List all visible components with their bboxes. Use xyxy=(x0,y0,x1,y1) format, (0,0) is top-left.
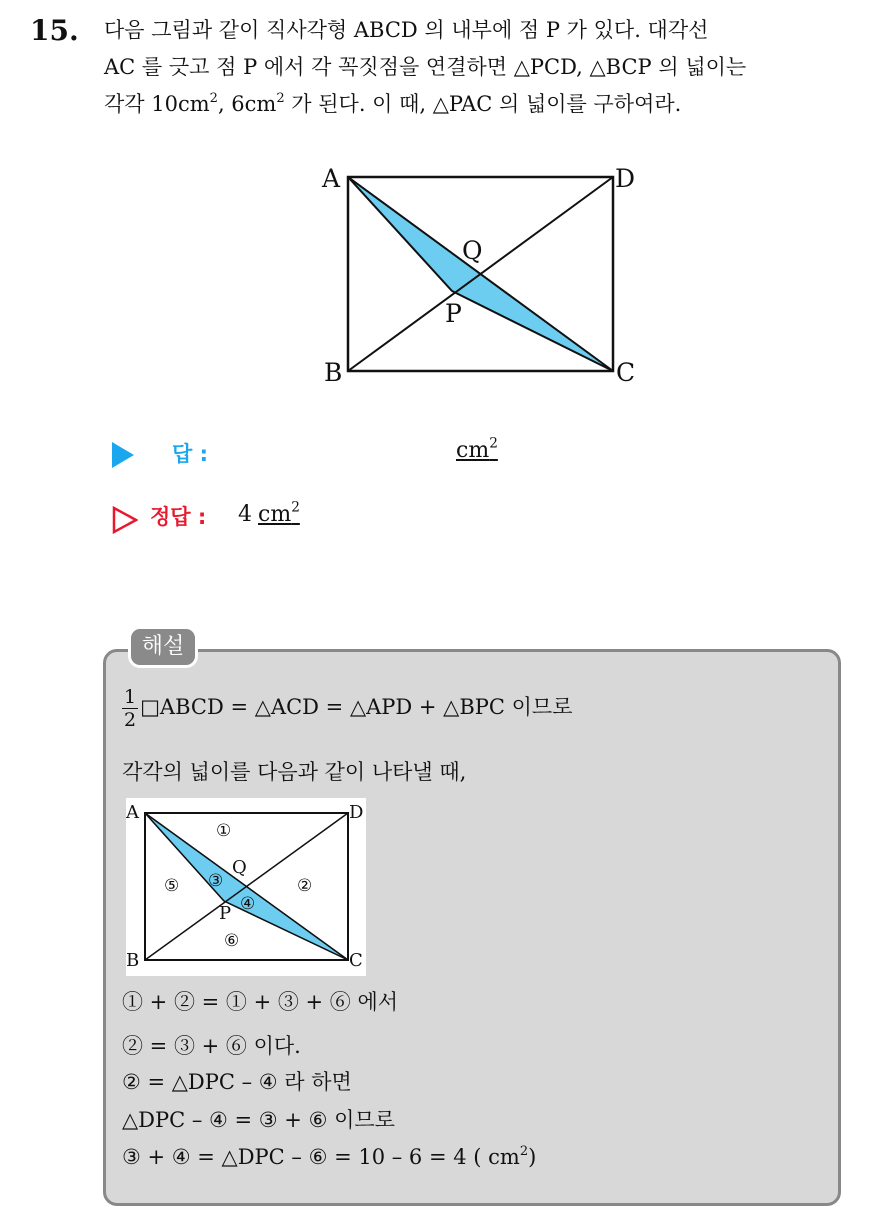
region-label-1: ① xyxy=(216,821,232,841)
region-figure xyxy=(126,798,366,976)
fraction-half: $\frac{1}{2}$ xyxy=(124,686,137,731)
question-line: AC 를 긋고 점 P 에서 각 꼭짓점을 연결하면 △PCD, △BCP 의 넓이는 xyxy=(104,55,747,79)
vertex-label-c: C xyxy=(349,950,363,971)
solution-step: ③ + ④ = △DPC – ⑥ = 10 – 6 = 4 ( $cm^2$) xyxy=(122,1143,537,1169)
solution-step: ② = △DPC – ④ 라 하면 xyxy=(122,1070,352,1094)
vertex-label-b: B xyxy=(126,950,140,971)
answer-label: 답 : xyxy=(172,442,208,466)
solution-line: 각각의 넓이를 다음과 같이 나타낼 때, xyxy=(122,760,467,784)
answer-unit: $cm^2$ xyxy=(456,435,498,463)
region-label-2: ② xyxy=(297,876,313,896)
point-label-p: P xyxy=(219,903,232,924)
answer-row xyxy=(112,436,532,476)
vertex-label-d: D xyxy=(615,164,636,193)
solution-step: △DPC – ④ = ③ + ⑥ 이므로 xyxy=(122,1108,395,1132)
solution-step: ② = ③ + ⑥ 이다. xyxy=(122,1034,301,1058)
point-label-p: P xyxy=(445,299,462,328)
vertex-label-d: D xyxy=(349,802,364,823)
point-label-q: Q xyxy=(462,236,483,265)
region-label-6: ⑥ xyxy=(224,931,240,951)
question-line: 각각 $10cm^2$, $6cm^2$ 가 된다. 이 때, △PAC 의 넓이를 구하여라. xyxy=(104,90,682,116)
vertex-label-a: A xyxy=(126,802,139,823)
question-text xyxy=(104,12,874,123)
vertex-label-a: A xyxy=(322,164,341,193)
question-number: 15. xyxy=(30,14,79,47)
solution-line: $\frac{1}{2}$ □ABCD = △ACD = △APD + △BPC 이므로 xyxy=(124,686,573,731)
correct-answer-label: 정답 : xyxy=(150,505,207,529)
point-label-q: Q xyxy=(232,857,247,878)
play-arrow-icon xyxy=(112,442,134,468)
vertex-label-c: C xyxy=(616,358,636,387)
rectangle-figure xyxy=(315,155,655,395)
region-label-5: ⑤ xyxy=(164,876,180,896)
solution-tag: 해설 xyxy=(128,626,198,668)
question-line: 다음 그림과 같이 직사각형 ABCD 의 내부에 점 P 가 있다. 대각선 xyxy=(104,18,709,42)
correct-answer-value: 4 $cm^2$ xyxy=(238,499,300,527)
outline-arrow-icon xyxy=(112,506,138,534)
region-label-3: ③ xyxy=(208,871,224,891)
region-label-4: ④ xyxy=(240,894,256,914)
vertex-label-b: B xyxy=(324,358,343,387)
solution-step: ① + ② = ① + ③ + ⑥ 에서 xyxy=(122,990,399,1014)
